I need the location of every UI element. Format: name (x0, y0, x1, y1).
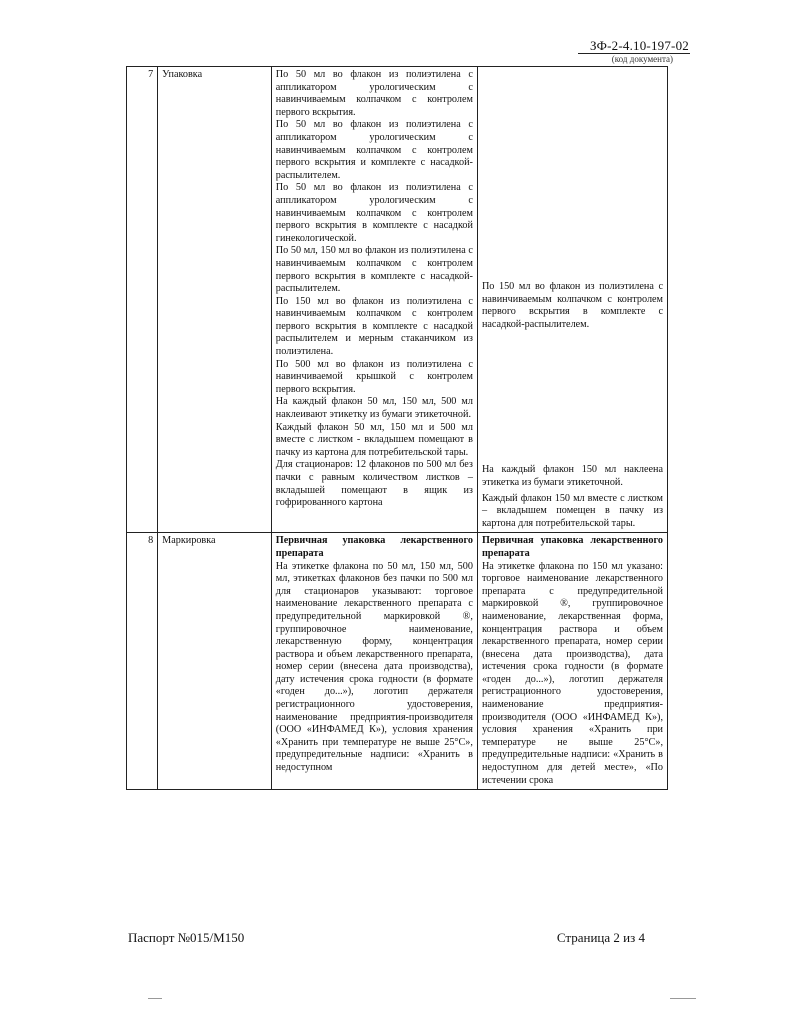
document-code-caption: (код документа) (611, 54, 673, 64)
marking-right-heading: Первичная упаковка лекарственного препарата (481, 535, 663, 559)
packaging-left-para-9: Для стационаров: 12 флаконов по 500 мл без пачки с равным количеством листков – вкладышей помещают в ящик из гофрированного картона (275, 459, 473, 509)
row-name: Упаковка (158, 67, 272, 533)
packaging-right-para-3: Каждый флакон 150 мл вместе с листком – вкладышем помещен в пачку из картона для потребительской тары. (481, 492, 663, 529)
document-code: ЗФ-2-4.10-197-02 (589, 38, 689, 53)
packaging-left-cell (271, 67, 477, 533)
packaging-left-para-4: По 50 мл, 150 мл во флакон из полиэтилена с навинчиваемым колпачком с контролем первого вскрытия в комплекте с насадкой-распылителем. (275, 245, 473, 295)
marking-left-para-1: На этикетке флакона по 50 мл, 150 мл, 500 мл, этикетках флаконов без пачки по 500 мл для стационаров указывают: торговое наименование лекарственного препарата с предупредительной маркировкой ®, группировочное наименование, лекарственную форму, концентрация раствора и объем лекарственного препарата, номер серии (внесена дата производства), дату истечения срока годности (в формате «годен до...»), логотип держателя регистрационного удостоверения, наименование предприятия-производителя (ООО «ИНФАМЕД К»), условия хранения «Хранить при температуре не выше 25°С», предупредительные надписи: «Хранить в недоступном (275, 560, 473, 774)
row-number: 7 (127, 67, 158, 533)
specification-table (126, 66, 668, 790)
packaging-left-para-1: По 50 мл во флакон из полиэтилена с аппликатором урологическим с навинчиваемым колпачком с контролем первого вскрытия. (275, 69, 473, 118)
packaging-right-para-1: По 150 мл во флакон из полиэтилена с навинчиваемым колпачком с контролем первого вскрытия в комплекте с насадкой-распылителем. (481, 281, 663, 330)
scan-noise (130, 998, 690, 1002)
scan-noise-mark (148, 998, 162, 999)
page-number: Страница 2 из 4 (556, 930, 645, 945)
packaging-left-para-3: По 50 мл во флакон из полиэтилена с аппликатором урологическим с навинчиваемым колпачком с контролем первого вскрытия в комплекте с насадкой гинекологической. (275, 182, 473, 244)
spacer (482, 331, 663, 464)
row-name: Маркировка (158, 533, 272, 790)
packaging-right-para-2: На каждый флакон 150 мл наклеена этикетка из бумаги этикеточной. (481, 464, 663, 488)
marking-left-heading: Первичная упаковка лекарственного препарата (275, 535, 473, 559)
marking-left-cell (271, 533, 477, 790)
passport-number: Паспорт №015/М150 (128, 930, 245, 945)
row-number: 8 (127, 533, 158, 790)
packaging-left-para-2: По 50 мл во флакон из полиэтилена с аппликатором урологическим с навинчиваемым колпачком с контролем первого вскрытия и комплекте с насадкой-распылителем. (275, 119, 473, 181)
spacer (482, 69, 663, 281)
packaging-left-para-8: Каждый флакон 50 мл, 150 мл и 500 мл вместе с листком - вкладышем помещают в пачку из картона для потребительской тары. (275, 421, 473, 458)
table-row-marking (127, 533, 668, 790)
table-row-packaging (127, 67, 668, 533)
packaging-right-cell (477, 67, 667, 533)
scan-noise-mark (670, 998, 696, 999)
packaging-left-para-5: По 150 мл во флакон из полиэтилена с навинчиваемым колпачком с контролем первого вскрытия в комплекте с насадкой распылителем и мерным стаканчиком из полиэтилена. (275, 295, 473, 358)
marking-right-para-1: На этикетке флакона по 150 мл указано: торговое наименование лекарственного препарата с предупредительной маркировкой ®, группировочное наименование, лекарственная форма, концентрация раствора и объем лекарственного препарата, номер серии (внесена дата производства), дата истечения срока годности (в формате «годен до...»), логотип держателя регистрационного удостоверения, наименование предприятия-производителя (ООО «ИНФАМЕД К»), условия хранения «Хранить при температуре не выше 25°С», предупредительные надписи: «Хранить в недоступном для детей месте», «По истечении срока (481, 560, 663, 786)
packaging-left-para-7: На каждый флакон 50 мл, 150 мл, 500 мл наклеивают этикетку из бумаги этикеточной. (275, 396, 473, 421)
packaging-left-para-6: По 500 мл во флакон из полиэтилена с навинчиваемой крышкой с контролем первого вскрытия. (275, 358, 473, 395)
marking-right-cell (477, 533, 667, 790)
